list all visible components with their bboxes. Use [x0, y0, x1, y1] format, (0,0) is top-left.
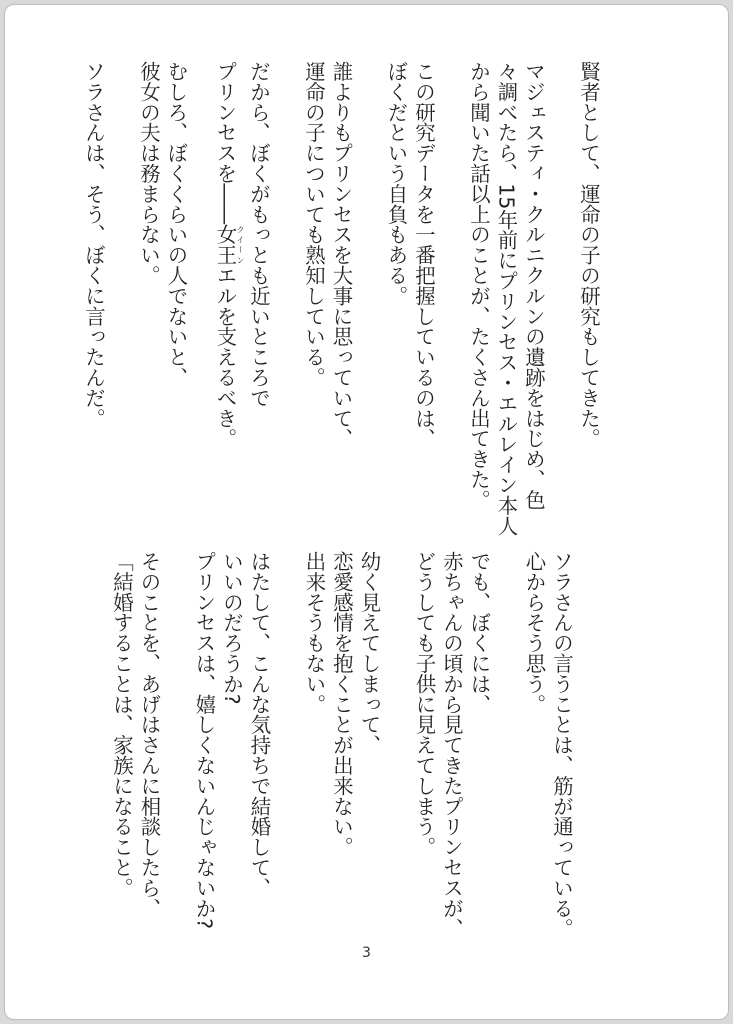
text-line: から聞いた話以上のことが、たくさん出てきた。	[467, 61, 491, 510]
top-text-block	[80, 61, 603, 536]
text-line: 「結婚することは、家族になること。	[110, 551, 134, 898]
text-line: プリンセスは、嬉しくないんじゃないか?	[192, 551, 217, 930]
text-line: いいのだろうか?	[220, 551, 244, 705]
text-line: 幼く見えてしまって、	[357, 551, 382, 755]
text-line: ソラさんの言うことは、筋が通っている。	[550, 551, 574, 939]
text-line: ぼくだという自負もある。	[384, 61, 409, 306]
text-line	[383, 551, 411, 971]
ruby-text: クイーン	[236, 224, 245, 265]
text-line-with-ruby	[213, 61, 245, 481]
text-line: この研究データを一番把握しているのは、	[412, 61, 436, 449]
ruby-base: 女王	[213, 224, 238, 265]
text-line: だから、ぼくがもっとも近いところで	[247, 61, 271, 408]
text-line	[107, 61, 135, 481]
text-line: どうしても子供に見えてしまう。	[412, 551, 437, 857]
text-line: 運命の子についても熟知している。	[302, 61, 326, 388]
text-line	[493, 551, 521, 971]
text-line: でも、ぼくには、	[467, 551, 492, 715]
text-line: 赤ちゃんの頃から見てきたプリンセスが、	[440, 551, 464, 939]
text-line: そのことを、あげはさんに相談したら、	[137, 551, 162, 919]
bottom-text-block	[108, 551, 576, 971]
text-line	[437, 61, 465, 481]
text-line	[273, 551, 301, 971]
text-line: ソラさんは、そう、ぼくに言ったんだ。	[82, 61, 106, 429]
text-line: 々調べたら、15年前にプリンセス・エルレイン本人	[494, 61, 519, 536]
text-segment: プリンセスを――	[213, 61, 238, 225]
text-line	[163, 551, 191, 971]
text-line: 彼女の夫は務まらない。	[137, 61, 161, 286]
text-line: むしろ、ぼくくらいの人でないと、	[164, 61, 189, 388]
text-line	[272, 61, 300, 481]
text-line	[547, 61, 575, 481]
text-line: マジェスティ・クルニクルンの遺跡をはじめ、色	[522, 61, 546, 510]
text-line: 出来そうもない。	[302, 551, 327, 715]
text-line: 賢者として、運命の子の研究もしてきた。	[577, 61, 601, 449]
page-number: 3	[362, 945, 371, 961]
text-segment: エルを支えるべき。	[213, 265, 238, 449]
text-line: はたして、こんな気持ちで結婚して、	[247, 551, 272, 898]
text-line: 恋愛感情を抱くことが出来ない。	[330, 551, 354, 857]
text-line: 誰よりもプリンセスを大事に思っていて、	[329, 61, 354, 449]
text-line: 心からそう思う。	[522, 551, 547, 715]
ruby-annotation	[213, 224, 245, 265]
document-page	[4, 4, 729, 1020]
text-line	[355, 61, 383, 481]
